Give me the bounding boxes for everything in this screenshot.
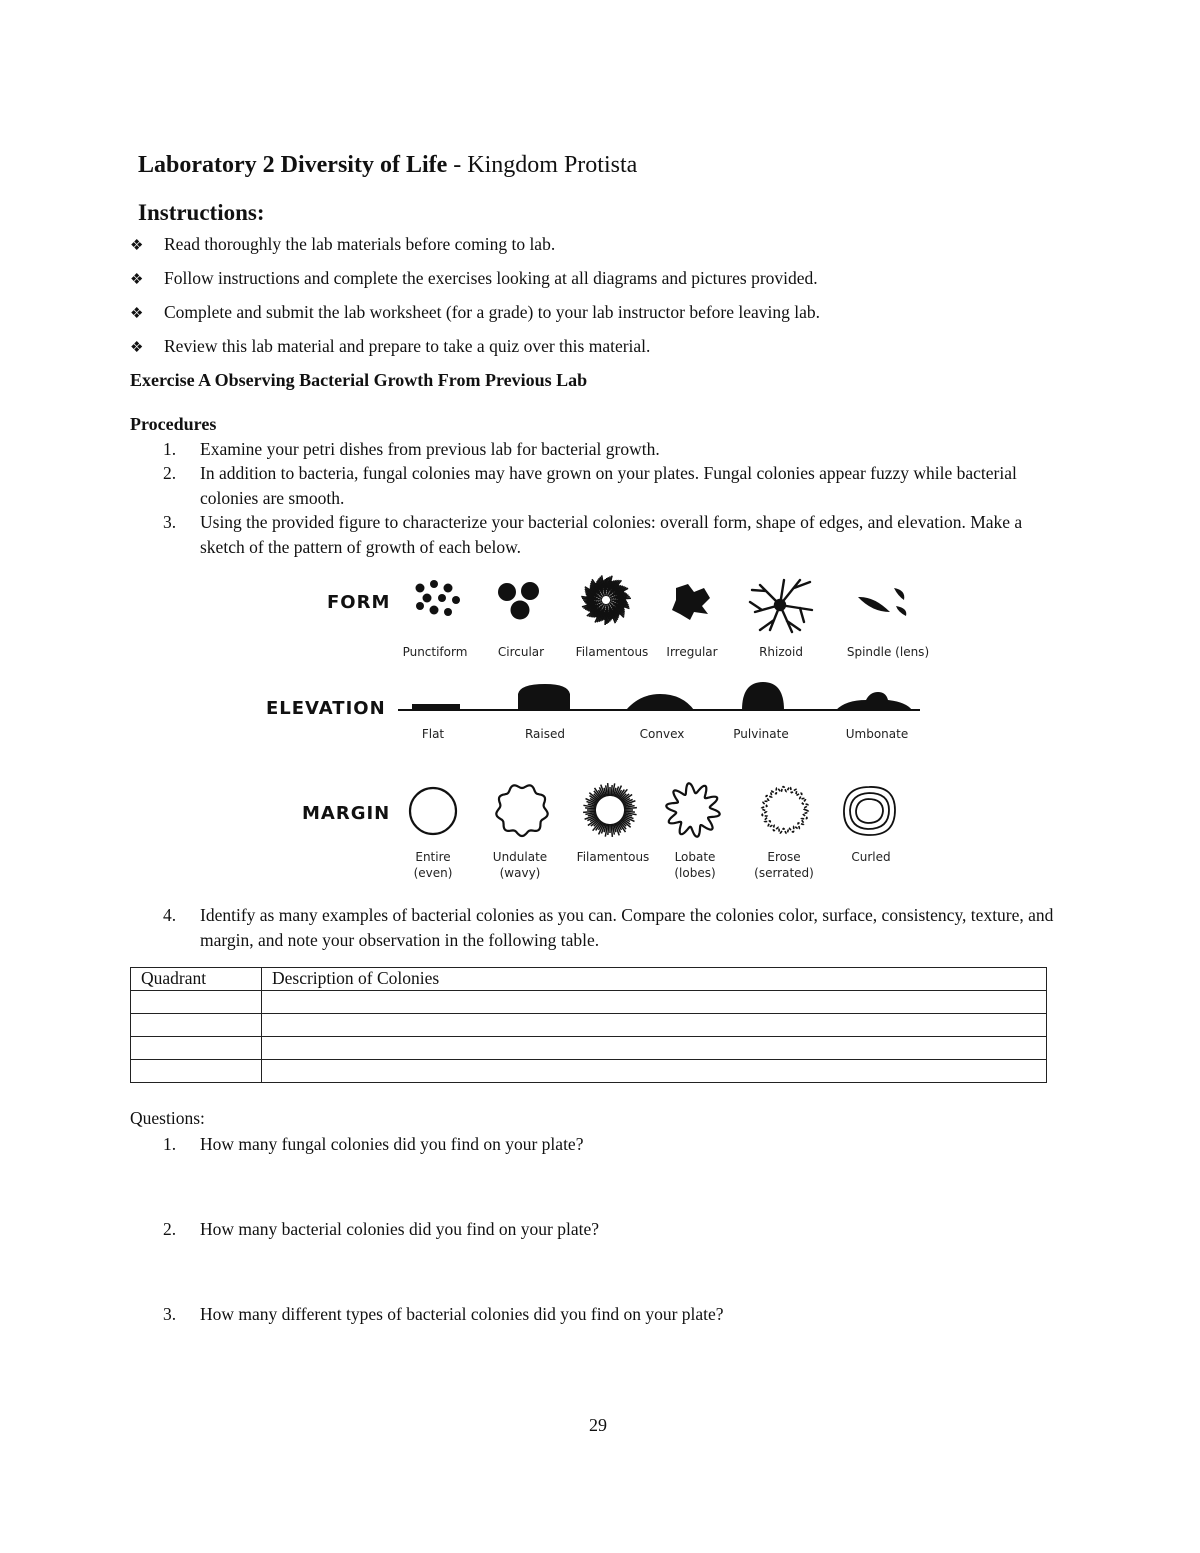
quadrant-cell[interactable] (131, 1037, 262, 1060)
quadrant-cell[interactable] (131, 991, 262, 1014)
elevation-label-raised: Raised (524, 727, 565, 741)
procedures-heading: Procedures (130, 414, 217, 434)
bullet-diamond-icon: ❖ (130, 238, 144, 254)
margin-sub: (wavy) (499, 866, 541, 880)
margin-label-curled (842, 849, 900, 865)
page-title (138, 152, 637, 179)
form-label-punctiform: Punctiform (402, 645, 468, 659)
colonies-table (130, 967, 1047, 1083)
filamentous-form-shape (581, 575, 631, 625)
instruction-item (130, 234, 555, 255)
table-row (131, 1060, 1047, 1083)
pulvinate-shape (742, 682, 784, 710)
description-cell[interactable] (262, 1037, 1047, 1060)
instruction-item (130, 336, 650, 357)
lobate-margin-shape (666, 783, 719, 836)
quadrant-cell[interactable] (131, 1014, 262, 1037)
margin-name: Entire (415, 850, 451, 864)
margin-label-lobate (662, 849, 728, 881)
question-text: How many fungal colonies did you find on your plate? (200, 1134, 584, 1154)
entire-margin-shape (410, 788, 456, 834)
elevation-label-flat: Flat (421, 727, 445, 741)
elevation-label-convex: Convex (639, 727, 685, 741)
bullet-diamond-icon: ❖ (130, 306, 144, 322)
question-item (163, 1132, 1070, 1157)
step-text: Examine your petri dishes from previous lab for bacterial growth. (200, 439, 660, 459)
instruction-text: Review this lab material and prepare to take a quiz over this material. (164, 336, 651, 356)
form-label-filamentous: Filamentous (575, 645, 649, 659)
question-item (163, 1217, 1070, 1242)
margin-label-entire (400, 849, 466, 881)
erose-margin-shape (762, 787, 809, 834)
table-row (131, 1037, 1047, 1060)
header-quadrant: Quadrant (131, 968, 262, 991)
step-text: In addition to bacteria, fungal colonies may have grown on your plates. Fungal colonies appear fuzzy while bacterial colonies are smooth. (200, 463, 1017, 508)
description-cell[interactable] (262, 1060, 1047, 1083)
irregular-shape (672, 584, 710, 620)
bullet-diamond-icon: ❖ (130, 340, 144, 356)
filamentous-margin-shape (583, 783, 637, 837)
table-header-row (131, 968, 1047, 991)
step-number: 4. (163, 905, 177, 925)
margin-name: Lobate (674, 850, 716, 864)
step-text: Identify as many examples of bacterial colonies as you can. Compare the colonies color, surface, consistency, texture, and margin, and note your observation in the following table. (200, 905, 1054, 950)
step-number: 1. (163, 439, 177, 459)
form-label-spindle: Spindle (lens) (846, 645, 930, 659)
margin-name: Curled (851, 850, 891, 864)
circular-shape (498, 582, 539, 620)
margin-row-label: MARGIN (302, 803, 391, 824)
margin-name: Filamentous (576, 850, 650, 864)
question-text: How many different types of bacterial colonies did you find on your plate? (200, 1304, 724, 1324)
elevation-label-umbonate: Umbonate (845, 727, 909, 741)
form-row-label: FORM (327, 592, 391, 613)
header-description: Description of Colonies (262, 968, 1047, 991)
instruction-text: Complete and submit the lab worksheet (for a grade) to your lab instructor before leaving lab. (164, 302, 821, 322)
margin-label-undulate (486, 849, 554, 881)
table-row (131, 991, 1047, 1014)
raised-shape (518, 684, 570, 710)
margin-label-erose (746, 849, 822, 881)
rhizoid-shape (750, 580, 812, 632)
margin-name: Undulate (492, 850, 548, 864)
spindle-shape (858, 588, 906, 616)
procedure-step (163, 461, 1070, 510)
instruction-item (130, 302, 820, 323)
margin-label-filamentous (572, 849, 654, 865)
procedure-step (163, 437, 1070, 462)
instruction-text: Read thoroughly the lab materials before coming to lab. (164, 234, 556, 254)
questions-heading: Questions: (130, 1108, 205, 1128)
flat-shape (412, 704, 460, 710)
form-label-rhizoid: Rhizoid (759, 645, 803, 659)
curled-margin-shape (844, 787, 895, 835)
bullet-diamond-icon: ❖ (130, 272, 144, 288)
punctiform-shape (416, 580, 461, 616)
table-row (131, 1014, 1047, 1037)
step-number: 3. (163, 512, 177, 532)
instruction-text: Follow instructions and complete the exercises looking at all diagrams and pictures provided. (164, 268, 818, 288)
procedure-step (163, 510, 1070, 559)
margin-name: Erose (767, 850, 801, 864)
form-label-irregular: Irregular (666, 645, 718, 659)
undulate-margin-shape (496, 785, 547, 836)
umbonate-shape (836, 692, 912, 710)
step-text: Using the provided figure to characterize your bacterial colonies: overall form, shape of edges, and elevation. Make a sketch of the pattern of growth of each below. (200, 512, 1023, 557)
description-cell[interactable] (262, 991, 1047, 1014)
question-number: 3. (163, 1304, 177, 1324)
elevation-label-pulvinate: Pulvinate (733, 727, 789, 741)
description-cell[interactable] (262, 1014, 1047, 1037)
instructions-heading: Instructions: (138, 200, 265, 225)
procedure-step (163, 903, 1070, 952)
quadrant-cell[interactable] (131, 1060, 262, 1083)
instruction-item (130, 268, 818, 289)
form-label-circular: Circular (497, 645, 545, 659)
question-number: 1. (163, 1134, 177, 1154)
margin-sub: (serrated) (754, 866, 814, 880)
convex-shape (626, 694, 694, 710)
question-text: How many bacterial colonies did you find on your plate? (200, 1219, 599, 1239)
title-rest: - Kingdom Protista (447, 152, 638, 178)
page-number: 29 (589, 1415, 607, 1435)
step-number: 2. (163, 463, 177, 483)
exercise-heading: Exercise A Observing Bacterial Growth From Previous Lab (130, 370, 588, 390)
question-number: 2. (163, 1219, 177, 1239)
margin-sub: (even) (413, 866, 453, 880)
question-item (163, 1302, 1070, 1327)
margin-sub: (lobes) (674, 866, 716, 880)
elevation-row-label: ELEVATION (266, 698, 386, 719)
title-bold: Laboratory 2 Diversity of Life (138, 152, 448, 178)
